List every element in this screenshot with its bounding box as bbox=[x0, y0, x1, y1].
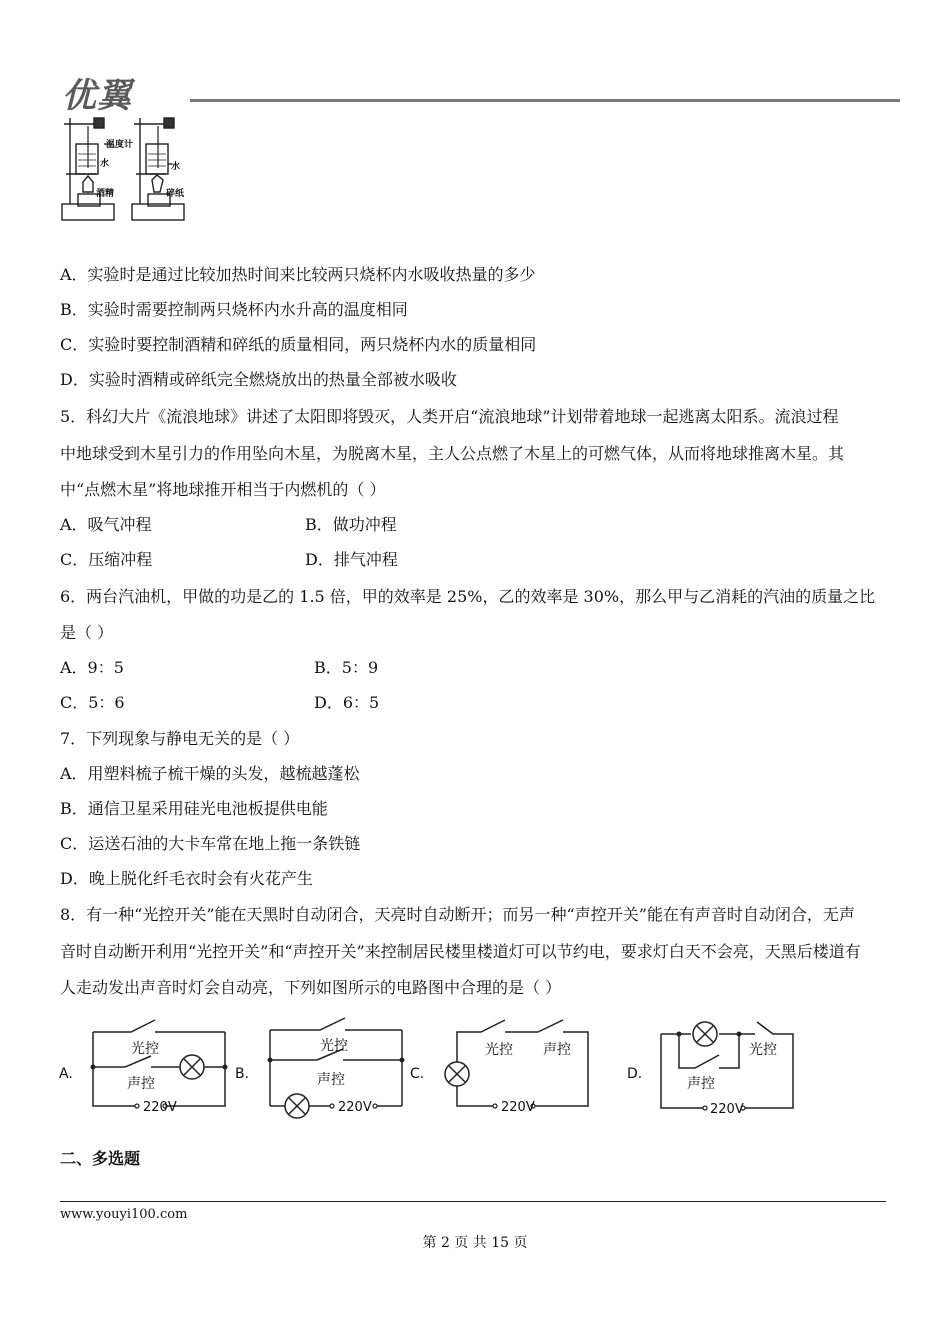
circuit-a-sound-label: 声控 bbox=[127, 1076, 155, 1092]
q5-option-b: B．做功冲程 bbox=[305, 515, 397, 534]
circuit-a-light-label: 光控 bbox=[131, 1041, 159, 1057]
q8-stem-line3: 人走动发出声音时灯会自动亮，下列如图所示的电路图中合理的是（ ） bbox=[60, 978, 562, 997]
q6-stem-line2: 是（ ） bbox=[60, 623, 114, 642]
q8-stem-line1: 8．有一种“光控开关”能在天黑时自动闭合，天亮时自动断开；而另一种“声控开关”能在有声音时自动闭合，无声 bbox=[60, 905, 855, 924]
circuit-letter-b: B. bbox=[235, 1066, 250, 1082]
q7-option-b: B．通信卫星采用硅光电池板提供电能 bbox=[60, 799, 328, 818]
label-water-left: 水 bbox=[100, 159, 110, 169]
footer-rule bbox=[60, 1201, 886, 1202]
q5-option-a: A．吸气冲程 bbox=[60, 515, 152, 534]
q5-stem-line3: 中“点燃木星”将地球推开相当于内燃机的（ ） bbox=[60, 480, 386, 499]
lamp-c bbox=[445, 1062, 469, 1086]
apparatus-figure bbox=[58, 112, 190, 228]
q4-option-b: B．实验时需要控制两只烧杯内水升高的温度相同 bbox=[60, 300, 408, 319]
circuit-c-voltage: 220V bbox=[501, 1100, 535, 1115]
circuit-c-sound-label: 声控 bbox=[543, 1042, 571, 1058]
circuit-letter-d: D. bbox=[627, 1066, 643, 1082]
circuit-c-light-label: 光控 bbox=[485, 1042, 513, 1058]
section-heading: 二、多选题 bbox=[60, 1149, 141, 1168]
q5-option-d: D．排气冲程 bbox=[305, 550, 398, 569]
circuit-a bbox=[93, 1020, 225, 1106]
footer-url[interactable]: www.youyi100.com bbox=[60, 1207, 188, 1222]
label-alcohol: 酒精 bbox=[96, 189, 115, 199]
beaker-right bbox=[146, 144, 168, 174]
circuit-d-light-label: 光控 bbox=[749, 1042, 777, 1058]
q8-stem-line2: 音时自动断开利用“光控开关”和“声控开关”来控制居民楼里楼道灯可以节约电，要求灯白天不会亮，天黑后楼道有 bbox=[60, 942, 861, 961]
circuit-letter-a: A. bbox=[59, 1066, 73, 1082]
q4-option-a: A．实验时是通过比较加热时间来比较两只烧杯内水吸收热量的多少 bbox=[60, 265, 536, 284]
lamp-a bbox=[180, 1055, 204, 1079]
q7-option-a: A．用塑料梳子梳干燥的头发，越梳越蓬松 bbox=[60, 764, 360, 783]
label-thermometer: 温度计 bbox=[106, 140, 134, 150]
q6-option-b: B．5：9 bbox=[314, 658, 379, 677]
header-rule bbox=[190, 99, 900, 102]
circuit-c bbox=[457, 1020, 588, 1106]
circuit-letter-c: C. bbox=[410, 1066, 425, 1082]
q6-stem-line1: 6．两台汽油机，甲做的功是乙的 1.5 倍，甲的效率是 25%，乙的效率是 30%，那么甲与乙消耗的汽油的质量之比 bbox=[60, 587, 876, 606]
q6-option-d: D．6：5 bbox=[314, 693, 380, 712]
lamp-b bbox=[285, 1094, 309, 1118]
q6-option-c: C．5：6 bbox=[60, 693, 125, 712]
circuit-a-voltage: 220V bbox=[143, 1100, 177, 1115]
lamp-d bbox=[693, 1022, 717, 1046]
q5-stem-line2: 中地球受到木星引力的作用坠向木星，为脱离木星，主人公点燃了木星上的可燃气体，从而将地球推离木星。其 bbox=[60, 444, 845, 463]
q6-option-a: A．9：5 bbox=[60, 658, 124, 677]
circuit-d-voltage: 220V bbox=[710, 1102, 744, 1117]
brand-logo: 优翼 bbox=[62, 76, 132, 116]
circuit-b-sound-label: 声控 bbox=[317, 1072, 345, 1088]
q4-option-d: D．实验时酒精或碎纸完全燃烧放出的热量全部被水吸收 bbox=[60, 370, 457, 389]
label-water-right: 水 bbox=[171, 162, 181, 172]
circuit-d-sound-label: 声控 bbox=[687, 1076, 715, 1092]
circuit-diagrams bbox=[55, 1010, 815, 1122]
q5-stem-line1: 5．科幻大片《流浪地球》讲述了太阳即将毁灭，人类开启“流浪地球”计划带着地球一起逃离太阳系。流浪过程 bbox=[60, 407, 839, 426]
circuit-b bbox=[270, 1018, 402, 1106]
circuit-b-light-label: 光控 bbox=[320, 1038, 348, 1054]
beaker-left bbox=[76, 144, 98, 174]
q7-option-d: D．晚上脱化纤毛衣时会有火花产生 bbox=[60, 869, 313, 888]
label-paper: 碎纸 bbox=[166, 189, 185, 199]
page-number: 第 2 页 共 15 页 bbox=[422, 1235, 528, 1251]
q4-option-c: C．实验时要控制酒精和碎纸的质量相同，两只烧杯内水的质量相同 bbox=[60, 335, 537, 354]
q7-stem: 7．下列现象与静电无关的是（ ） bbox=[60, 729, 300, 748]
q5-option-c: C．压缩冲程 bbox=[60, 550, 153, 569]
q7-option-c: C．运送石油的大卡车常在地上拖一条铁链 bbox=[60, 834, 361, 853]
circuit-b-voltage: 220V bbox=[338, 1100, 372, 1115]
